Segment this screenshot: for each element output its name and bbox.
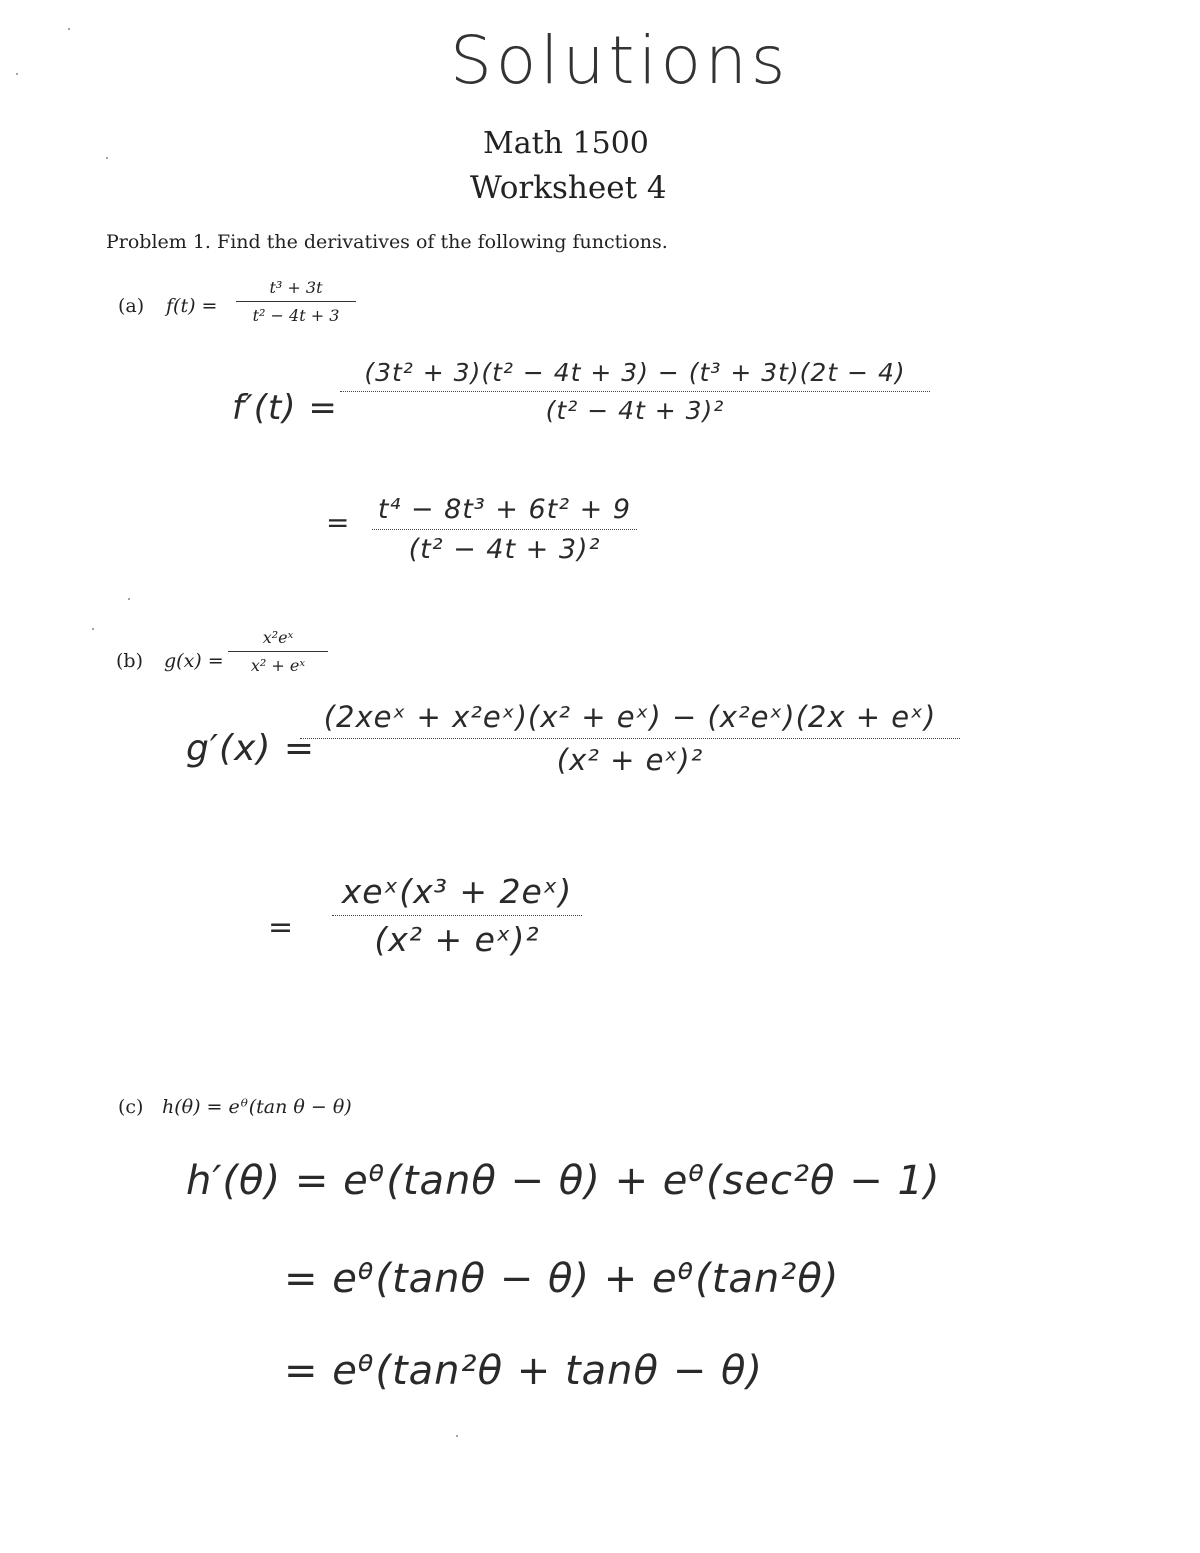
part-b-denominator: x² + eˣ <box>250 656 306 675</box>
scan-speck <box>68 28 70 30</box>
part-b-function-fraction <box>228 628 328 675</box>
part-a-simplified-fraction <box>372 494 637 565</box>
part-a-derivative-numerator: (3t² + 3)(t² − 4t + 3) − (t³ + 3t)(2t − 4) <box>364 358 906 387</box>
part-a-simplified-denominator: (t² − 4t + 3)² <box>408 534 601 565</box>
fraction-bar <box>300 738 960 739</box>
part-b-numerator: x²eˣ <box>262 628 294 647</box>
part-a-equals: = <box>326 506 351 539</box>
part-c-derivative-line-2: = eᶿ(tanθ − θ) + eᶿ(tan²θ) <box>284 1256 840 1302</box>
handwritten-title: Solutions <box>450 22 790 99</box>
part-b-equals: = <box>268 910 295 945</box>
part-a-numerator: t³ + 3t <box>269 278 323 297</box>
part-b-derivative-numerator: (2xeˣ + x²eˣ)(x² + eˣ) − (x²eˣ)(2x + eˣ) <box>323 700 937 734</box>
part-a-denominator: t² − 4t + 3 <box>252 306 340 325</box>
scan-speck <box>456 1435 458 1437</box>
part-b-simplified-numerator: xeˣ(x³ + 2eˣ) <box>341 872 573 911</box>
part-c-derivative-line-3: = eᶿ(tan²θ + tanθ − θ) <box>284 1348 764 1394</box>
part-a-derivative-lhs: f′(t) = <box>232 388 338 428</box>
scan-speck <box>106 157 108 159</box>
worksheet-title: Worksheet 4 <box>470 170 667 206</box>
part-a-simplified-numerator: t⁴ − 8t³ + 6t² + 9 <box>377 494 632 525</box>
part-a-label: (a) <box>118 295 145 317</box>
part-b-derivative-lhs: g′(x) = <box>186 728 316 769</box>
part-a-function-lhs: f(t) = <box>166 295 218 317</box>
course-title: Math 1500 <box>483 126 649 161</box>
part-b-simplified-denominator: (x² + eˣ)² <box>374 920 540 959</box>
part-a-derivative-fraction <box>340 358 930 425</box>
fraction-bar <box>236 301 356 302</box>
scan-speck <box>16 73 18 75</box>
fraction-bar <box>332 915 582 916</box>
part-b-derivative-fraction <box>300 700 960 777</box>
fraction-bar <box>340 391 930 392</box>
fraction-bar <box>228 651 328 652</box>
part-a-derivative-denominator: (t² − 4t + 3)² <box>545 396 725 425</box>
part-b-simplified-fraction <box>332 872 582 959</box>
part-b-function-lhs: g(x) = <box>164 650 224 672</box>
part-a-function-fraction <box>236 278 356 325</box>
part-c-label: (c) <box>118 1096 144 1118</box>
problem-statement: Problem 1. Find the derivatives of the following functions. <box>106 231 668 253</box>
part-b-label: (b) <box>116 650 143 672</box>
part-c-function-definition: h(θ) = eᶿ(tan θ − θ) <box>162 1096 352 1118</box>
scan-speck <box>92 628 94 630</box>
scan-speck <box>128 598 130 600</box>
part-c-derivative-line-1: h′(θ) = eᶿ(tanθ − θ) + eᶿ(sec²θ − 1) <box>186 1158 941 1204</box>
fraction-bar <box>372 529 637 530</box>
part-b-derivative-denominator: (x² + eˣ)² <box>556 743 704 777</box>
